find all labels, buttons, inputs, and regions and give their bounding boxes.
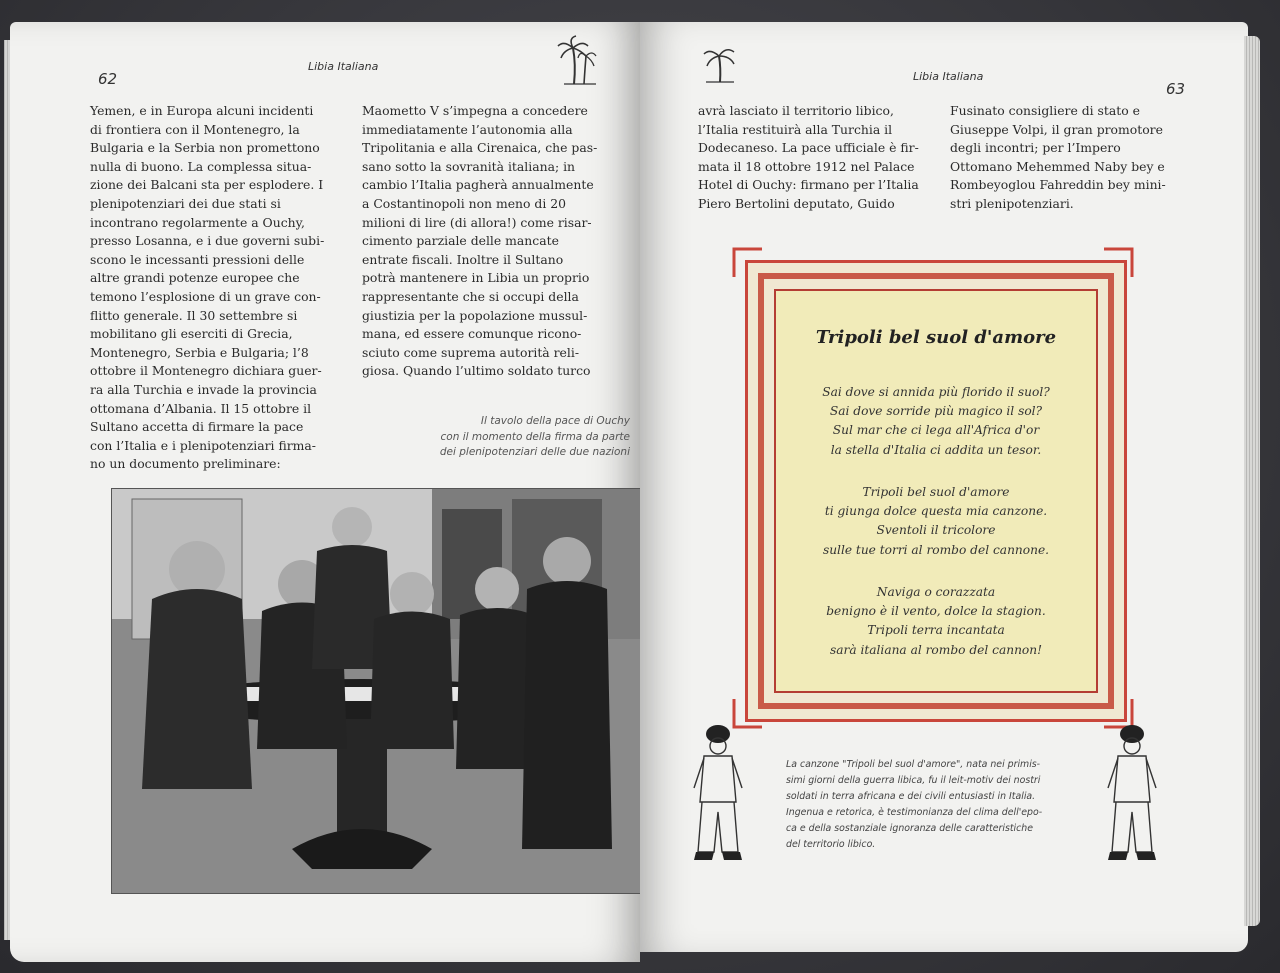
text-line: potrà mantenere in Libia un proprio <box>362 270 590 286</box>
text-line: zione dei Balcani sta per esplodere. I <box>90 177 324 193</box>
text-line: stri plenipotenziari. <box>950 195 1074 211</box>
caption-line: con il momento della firma da parte <box>440 430 630 443</box>
text-line: entrate fiscali. Inoltre il Sultano <box>362 251 564 267</box>
text-line: milioni di lire (di allora!) come risar- <box>362 214 592 230</box>
poem-line: Tripoli terra incantata <box>867 623 1005 638</box>
poem-title: Tripoli bel suol d'amore <box>815 327 1057 348</box>
text-line: sciuto come suprema autorità reli- <box>362 344 580 360</box>
right-page <box>640 22 1248 952</box>
song-caption <box>786 757 1086 853</box>
text-line: Bulgaria e la Serbia non promettono <box>90 140 320 156</box>
text-line: Sultano accetta di firmare la pace <box>90 419 304 435</box>
caption-line: Il tavolo della pace di Ouchy <box>480 415 630 427</box>
text-line: incontrano regolarmente a Ouchy, <box>90 214 305 230</box>
text-line: Giuseppe Volpi, il gran promotore <box>950 121 1163 137</box>
text-line: immediatamente l’autonomia alla <box>362 121 573 137</box>
poem-line: Sventoli il tricolore <box>876 523 996 538</box>
caption-line: ca e della sostanziale ignoranza delle caratteristiche <box>786 823 1033 834</box>
soldier-figure-icon <box>688 722 748 872</box>
text-line: ra alla Turchia e invade la provincia <box>90 381 317 397</box>
palm-tree-icon <box>702 44 738 84</box>
caption-line: dei plenipotenziari delle due nazioni <box>439 446 630 458</box>
text-line: flitto generale. Il 30 settembre si <box>90 307 298 323</box>
left-page-column-2 <box>362 102 630 381</box>
right-page-column-1 <box>698 102 938 214</box>
frame-corner-ornaments <box>732 247 1134 729</box>
text-line: Tripolitania e alla Cirenaica, che pas- <box>362 140 598 156</box>
poem-line: sulle tue torri al rombo del cannone. <box>822 542 1050 557</box>
poem-line: benigno è il vento, dolce la stagion. <box>826 604 1046 619</box>
text-line: mobilitano gli eserciti di Grecia, <box>90 326 293 342</box>
poem-line: Naviga o corazzata <box>876 585 996 599</box>
poem-line: la stella d'Italia ci addita un tesor. <box>830 442 1042 457</box>
running-head-left: Libia Italiana <box>308 60 379 73</box>
text-line: rappresentante che si occupi della <box>362 288 579 304</box>
text-line: presso Losanna, e i due governi subi- <box>90 233 325 249</box>
text-line: di frontiera con il Montenegro, la <box>90 121 300 137</box>
text-line: degli incontri; per l’Impero <box>950 140 1121 156</box>
caption-line: Ingenua e retorica, è testimonianza del clima dell'epo- <box>786 807 1043 818</box>
left-page-column-1 <box>90 102 352 474</box>
text-line: scono le incessanti pressioni delle <box>90 251 305 267</box>
poem-line: Sai dove si annida più florido il suol? <box>822 385 1050 399</box>
text-line: temono l’esplosione di un grave con- <box>90 288 321 304</box>
photo-caption <box>362 414 630 461</box>
text-line: giosa. Quando l’ultimo soldato turco <box>362 363 591 379</box>
text-line: altre grandi potenze europee che <box>90 270 300 286</box>
text-line: plenipotenziari dei due stati si <box>90 195 281 211</box>
poem-line: ti giunga dolce questa mia canzone. <box>824 504 1048 519</box>
photo-illustration <box>112 489 640 893</box>
right-page-column-2 <box>950 102 1190 214</box>
text-line: Ottomano Mehemmed Naby bey e <box>950 158 1165 174</box>
text-line: ottomana d’Albania. Il 15 ottobre il <box>90 400 312 416</box>
text-line: cambio l’Italia pagherà annualmente <box>362 177 594 193</box>
text-line: Rombeyoglou Fahreddin bey mini- <box>950 177 1166 193</box>
left-page <box>10 22 640 962</box>
page-number-left: 62 <box>98 70 118 88</box>
page-number-right: 63 <box>1166 80 1186 98</box>
text-line: Dodecaneso. La pace ufficiale è fir- <box>698 140 919 156</box>
text-line: l’Italia restituirà alla Turchia il <box>698 121 893 137</box>
text-line: con l’Italia e i plenipotenziari firma- <box>90 437 316 453</box>
text-line: ottobre il Montenegro dichiara guer- <box>90 363 322 379</box>
text-line: sano sotto la sovranità italiana; in <box>362 158 576 174</box>
poem-line: Sul mar che ci lega all'Africa d'or <box>832 423 1040 438</box>
text-line: no un documento preliminare: <box>90 456 281 472</box>
text-line: avrà lasciato il territorio libico, <box>698 103 894 118</box>
text-line: cimento parziale delle mancate <box>362 233 559 249</box>
text-line: a Costantinopoli non meno di 20 <box>362 195 567 211</box>
caption-line: soldati in terra africana e dei civili entusiasti in Italia. <box>786 791 1036 802</box>
poem-line: sarà italiana al rombo del cannon! <box>829 642 1043 657</box>
right-page-edges <box>1244 36 1260 926</box>
caption-line: La canzone "Tripoli bel suol d'amore", nata nei primis- <box>786 759 1041 770</box>
text-line: Piero Bertolini deputato, Guido <box>698 195 895 211</box>
soldier-figure-icon <box>1102 722 1162 872</box>
running-head-right: Libia Italiana <box>913 70 984 83</box>
poem-line: Sai dove sorride più magico il sol? <box>829 404 1043 419</box>
caption-line: simi giorni della guerra libica, fu il leit-motiv dei nostri <box>786 775 1041 786</box>
text-line: Yemen, e in Europa alcuni incidenti <box>90 103 314 118</box>
caption-line: del territorio libico. <box>786 839 876 850</box>
palm-tree-icon <box>556 34 598 86</box>
text-line: mata il 18 ottobre 1912 nel Palace <box>698 158 915 174</box>
text-line: mana, ed essere comunque ricono- <box>362 326 582 342</box>
text-line: Maometto V s’impegna a concedere <box>362 103 588 118</box>
poem-line: Tripoli bel suol d'amore <box>862 485 1010 499</box>
text-line: nulla di buono. La complessa situa- <box>90 158 312 174</box>
text-line: Hotel di Ouchy: firmano per l’Italia <box>698 177 919 193</box>
text-line: giustizia per la popolazione mussul- <box>362 307 588 323</box>
text-line: Montenegro, Serbia e Bulgaria; l’8 <box>90 344 309 360</box>
historical-photo <box>111 488 640 894</box>
text-line: Fusinato consigliere di stato e <box>950 103 1140 118</box>
